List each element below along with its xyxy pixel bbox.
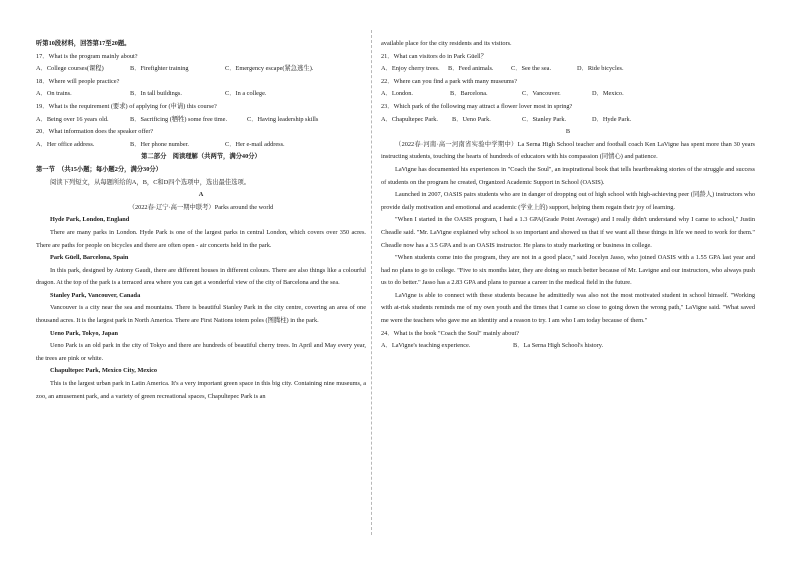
question-24-options	[381, 340, 755, 353]
option-b: B．Barcelona.	[450, 90, 488, 98]
stanley-park-heading: Stanley Park, Vancouver, Canada	[50, 291, 141, 299]
option-a: A．Chapultepec Park.	[381, 115, 439, 123]
passage-b-paragraph-4: "When I started in the OASIS program, I had a 1.3 GPA(Grade Point Average) and I really didn't understand why I came to school," Justin Cheadle said. "Mr. LaVigne explained why school is so important and showed us that if we want all these things in life we need to work for them." Cheadle now has a 3.5 GPA and is an OASIS instructor. He plans to study marketing or business in college.	[381, 216, 755, 249]
question-18-options	[36, 88, 366, 101]
option-a: A．LaVigne's teaching experience.	[381, 342, 471, 350]
reading-instruction: 阅读下列短文，从每题所给的A，B，C和D四个选项中，选出最佳选项。	[50, 178, 251, 186]
option-a: A．Being over 16 years old.	[36, 115, 109, 123]
option-b: B．Her phone number.	[130, 140, 189, 148]
passage-b-paragraph-1: （2022春·河南·高一河南省实验中学期中）La Serna High School teacher and football coach Ken LaVigne has spent more than 30 years instructing students, touching the hearts of hundreds of educators with his compassion (同情心) and patience.	[381, 140, 755, 161]
question-24: 24．What is the book "Coach the Soul" mainly about?	[381, 329, 520, 337]
option-d: D．Hyde Park.	[592, 115, 632, 123]
passage-a-label: A	[198, 191, 204, 199]
option-c: C．In a college.	[225, 90, 267, 98]
passage-b-paragraph-3: Launched in 2007, OASIS pairs students who are in danger of dropping out of high school with high-achieving peer (同龄人) instructors who provide daily motivation and emotional and academic (学业上的) support, helping them regain their joy of learning.	[381, 191, 755, 211]
question-21-options	[381, 63, 755, 76]
option-c: C．Her e-mail address.	[225, 140, 285, 148]
option-a: A．London.	[381, 90, 414, 98]
question-18: 18．Where will people practice?	[36, 77, 120, 85]
option-b: B．Feed animals.	[448, 65, 494, 73]
question-21: 21．What can visitors do in Park Güell？	[381, 52, 487, 60]
option-c: C．Vancouver.	[522, 90, 561, 98]
option-c: C．Stanley Park.	[522, 115, 567, 123]
column-divider	[371, 30, 372, 535]
park-guell-heading: Park Güell, Barcelona, Spain	[50, 254, 129, 262]
question-19-options	[36, 114, 366, 127]
question-22: 22．Where can you find a park with many museums?	[381, 77, 518, 85]
option-c: C．Having leadership skills	[247, 115, 319, 123]
section-one-heading: 第一节 （共15小题；每小题2分，满分30分）	[36, 165, 162, 173]
stanley-park-text: Vancouver is a city near the sea and mountains. There is beautiful Stanley Park in the city centre, covering an area of one thousand acres. It is the largest park in North America. There are First Nations totem poles (图腾柱) in the park.	[36, 304, 366, 325]
option-b: B．Firefighter training	[130, 65, 189, 73]
passage-b-paragraph-2: LaVigne has documented his experiences in "Coach the Soul", an inspirational book that tells heartbreaking stories of the struggle and success of students on the program he created, Organized Academic Support in School (OASIS).	[381, 165, 755, 186]
hyde-park-heading: Hyde Park, London, England	[50, 216, 130, 224]
question-17: 17．What is the program mainly about?	[36, 52, 138, 60]
chapultepec-park-text: This is the largest urban park in Latin America. It's a very important green space in this big city. Containing nine museums, a zoo, an amusement park, and a variety of green recreational spaces, Chapultepec Park is an	[36, 380, 366, 400]
option-c: C．See the sea.	[511, 65, 552, 73]
option-b: B．Ueno Park.	[452, 115, 491, 123]
listening-intro: 听第10段材料，回答第17至20题。	[36, 40, 131, 47]
option-a: A．On trains.	[36, 90, 72, 98]
passage-b-label: B	[565, 128, 571, 136]
question-20: 20．What information does the speaker offer?	[36, 128, 154, 136]
option-a: A．Her office address.	[36, 140, 95, 148]
hyde-park-text: There are many parks in London. Hyde Park is one of the largest parks in central London, which covers over 350 acres. There are paths for people on bicycles and there are often open - air concerts held in the park.	[36, 228, 366, 249]
right-column	[381, 38, 755, 353]
question-20-options	[36, 139, 366, 152]
question-19: 19．What is the requirement (要求) of applying for (申请) this course?	[36, 102, 217, 110]
passage-a-continuation: available place for the city residents and its visitors.	[381, 40, 512, 47]
option-d: D．Mexico.	[592, 90, 624, 98]
ueno-park-text: Ueno Park is an old park in the city of Tokyo and there are hundreds of beautiful cherry trees. In April and May every year, the trees are pink or white.	[36, 342, 366, 362]
passage-a-title: （2022春·辽宁·高一期中联考）Parks around the world	[128, 203, 274, 211]
park-guell-text: In this park, designed by Antony Gaudi, there are different houses in different colours. There are also things like a colourful dragon. At the top of the park is a terraced area where you can get a wonderful view of the city of Barcelona and the sea.	[36, 266, 366, 287]
option-c: C．Emergency escape(紧急逃生).	[225, 65, 314, 73]
option-b: B．In tall buildings.	[130, 90, 182, 98]
option-b: B．Sacrificing (牺牲) some free time.	[130, 115, 228, 123]
ueno-park-heading: Ueno Park, Tokyo, Japan	[50, 329, 119, 337]
part-two-heading: 第二部分 阅读理解（共两节，满分40分）	[141, 153, 261, 161]
question-23-options	[381, 114, 755, 127]
option-a: A．College courses(课程)	[36, 65, 104, 73]
chapultepec-park-heading: Chapultepec Park, Mexico City, Mexico	[50, 367, 158, 375]
option-a: A．Enjoy cherry trees.	[381, 65, 440, 73]
option-b: B．La Serna High School's history.	[513, 342, 604, 350]
passage-b-paragraph-5: "When students come into the program, they are not in a good place," said Jocelyn Jasso, who joined OASIS with a 1.55 GPA last year and had no plans to go to college. "Five to six months later, they are doing so much better because of Mr. Lavigne and our instructors, who always push us to do better." Jasso has a 2.83 GPA and plans to pursue a career in the medical field in the future.	[381, 254, 755, 287]
left-column	[36, 38, 366, 403]
question-23: 23．Which park of the following may attract a flower lover most in spring?	[381, 102, 573, 110]
option-d: D．Ride bicycles.	[577, 65, 624, 73]
question-22-options	[381, 88, 755, 101]
passage-b-paragraph-6: LaVigne is able to connect with these students because he admittedly was also not the most motivated student in school himself. "Working with at-risk students reminds me of my own youth and the times that I came so close to going down the wrong path," LaVigne said. "What saved me were the teachers who gave me an identity and a reason to try. I am who I am today because of them."	[381, 291, 755, 325]
question-17-options	[36, 63, 366, 76]
